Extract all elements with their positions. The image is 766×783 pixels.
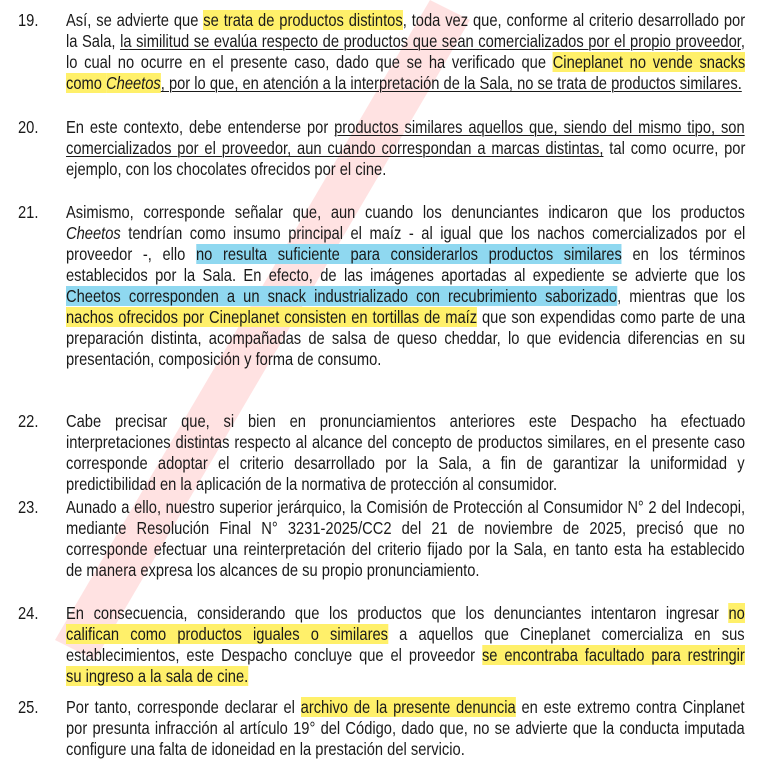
text-line	[66, 645, 745, 666]
text-segment: a aquellos que Cineplanet comercializa en sus	[387, 624, 745, 644]
highlighted-text-yellow: su ingreso a la sala de cine.	[66, 666, 249, 686]
text-line	[66, 73, 742, 94]
text-line	[66, 739, 465, 760]
text-segment: interpretaciones distintas respecto al alcance del concepto de productos similares, en el presente caso	[66, 432, 746, 452]
text-segment: configure una falta de idoneidad en la prestación del servicio.	[66, 739, 465, 759]
text-segment: mediante Resolución Final N° 3231-2025/CC2 del 21 de noviembre de 2025, precisó que no	[66, 518, 745, 538]
text-line	[66, 265, 745, 286]
text-segment: tal como ocurre, por	[603, 138, 746, 158]
underlined-text: , por lo que, en atención a la interpretación de la Sala, no se trata de productos similares.	[160, 73, 742, 93]
text-segment: proveedor -, ello	[66, 244, 196, 264]
text-segment: corresponde adoptar el criterio desarrollado por la Sala, a fin de garantizar la uniformidad y	[66, 453, 745, 473]
text-line	[66, 159, 386, 180]
text-line	[66, 560, 479, 581]
text-segment: En este contexto, debe entenderse por	[66, 117, 335, 137]
text-line	[66, 10, 745, 31]
paragraph-number: 24.	[18, 603, 39, 623]
highlighted-text-yellow: Cheetos	[106, 73, 161, 93]
underlined-text: comercializados por el proveedor, aun cuando correspondan a marcas distintas,	[66, 138, 604, 158]
highlighted-text-yellow: Cineplanet no vende snacks	[552, 52, 746, 72]
text-segment: preparación distinta, acompañadas de salsa de queso cheddar, lo que evidencia diferencias en su	[66, 328, 746, 348]
text-segment: en este extremo contra Cinplanet	[515, 697, 745, 717]
text-line	[66, 31, 745, 52]
text-line	[66, 244, 745, 265]
text-segment: establecidos por la Sala. En efecto, de las imágenes aportadas al expediente se advierte que los	[66, 265, 746, 285]
text-line	[66, 223, 745, 244]
underlined-text: productos similares aquellos que, siendo del mismo tipo, son	[334, 117, 745, 137]
paragraph-number: 22.	[18, 411, 39, 431]
highlighted-text-yellow: archivo de la presente denuncia	[300, 697, 516, 717]
text-segment: corresponde efectuar una reinterpretación del criterio fijado por la Sala, en tanto esta ha establecido	[66, 539, 745, 559]
text-line	[66, 497, 745, 518]
highlighted-text-blue: Cheetos corresponden a un snack industrializado con recubrimiento saborizado	[66, 286, 618, 306]
text-line	[66, 603, 745, 624]
text-line	[66, 539, 745, 560]
text-line	[66, 138, 745, 159]
text-line	[66, 117, 745, 138]
text-segment: la Sala,	[66, 31, 121, 51]
text-segment: de manera expresa los alcances de su propio pronunciamiento.	[66, 560, 480, 580]
text-line	[66, 718, 745, 739]
text-segment: presentación, composición y forma de consumo.	[66, 349, 382, 369]
text-segment: lo cual no ocurre en el presente caso, dado que se ha verificado que	[66, 52, 553, 72]
text-line	[66, 666, 248, 687]
text-segment: Asimismo, corresponde señalar que, aun cuando los denunciantes indicaron que los productos	[66, 202, 745, 222]
text-segment: predictibilidad en la aplicación de la normativa de protección al consumidor.	[66, 474, 558, 494]
paragraph-number: 20.	[18, 117, 39, 137]
text-segment: , mientras que los	[617, 286, 746, 306]
text-segment: Así, se advierte que	[66, 10, 204, 30]
paragraph-number: 25.	[18, 697, 39, 717]
text-segment: Cabe precisar que, si bien en pronunciamientos anteriores este Despacho ha efectuado	[66, 411, 746, 431]
paragraph-number: 21.	[18, 202, 39, 222]
highlighted-text-blue: no resulta suficiente para considerarlos productos similares	[195, 244, 622, 264]
highlighted-text-yellow: no	[728, 603, 745, 623]
underlined-text: la similitud se evalúa respecto de productos que sean comercializados por el propio proveedor	[120, 31, 741, 51]
text-segment: Por tanto, corresponde declarar el	[66, 697, 301, 717]
text-segment: Aunado a ello, nuestro superior jerárquico, la Comisión de Protección al Consumidor N° 2 del Indecopi,	[66, 497, 746, 517]
text-line	[66, 518, 745, 539]
text-line	[66, 52, 745, 73]
text-segment: que son expendidas como parte de una	[477, 307, 746, 327]
text-segment: establecimientos, este Despacho concluye que el proveedor	[66, 645, 482, 665]
text-line	[66, 411, 745, 432]
text-segment: En consecuencia, considerando que los productos que los denunciantes intentaron ingresar	[66, 603, 729, 623]
text-line	[66, 202, 745, 223]
text-line	[66, 349, 381, 370]
text-line	[66, 624, 745, 645]
paragraph-number: 23.	[18, 497, 39, 517]
text-line	[66, 432, 745, 453]
highlighted-text-yellow: nachos ofrecidos por Cineplanet consisten en tortillas de maíz	[66, 307, 478, 327]
text-line	[66, 286, 745, 307]
italic-text: Cheetos	[66, 223, 121, 243]
text-line	[66, 328, 745, 349]
text-segment: ejemplo, con los chocolates ofrecidos por el cine.	[66, 159, 387, 179]
text-segment: , toda vez que, conforme al criterio desarrollado por	[402, 10, 746, 30]
text-segment: en los términos	[621, 244, 746, 264]
highlighted-text-yellow: se encontraba facultado para restringir	[481, 645, 745, 665]
text-segment: ,	[740, 31, 745, 51]
text-segment: tendrían como insumo principal el maíz - al igual que los nachos comercializados por el	[120, 223, 746, 243]
text-line	[66, 453, 745, 474]
paragraph-number: 19.	[18, 10, 39, 30]
text-line	[66, 307, 745, 328]
text-line	[66, 474, 557, 495]
highlighted-text-yellow: se trata de productos distintos	[203, 10, 403, 30]
text-line	[66, 697, 745, 718]
text-segment: por presunta infracción al artículo 19° del Código, dado que, no se advierte que la conducta imputada	[66, 718, 745, 738]
highlighted-text-yellow: como	[66, 73, 107, 93]
highlighted-text-yellow: califican como productos iguales o similares	[66, 624, 388, 644]
